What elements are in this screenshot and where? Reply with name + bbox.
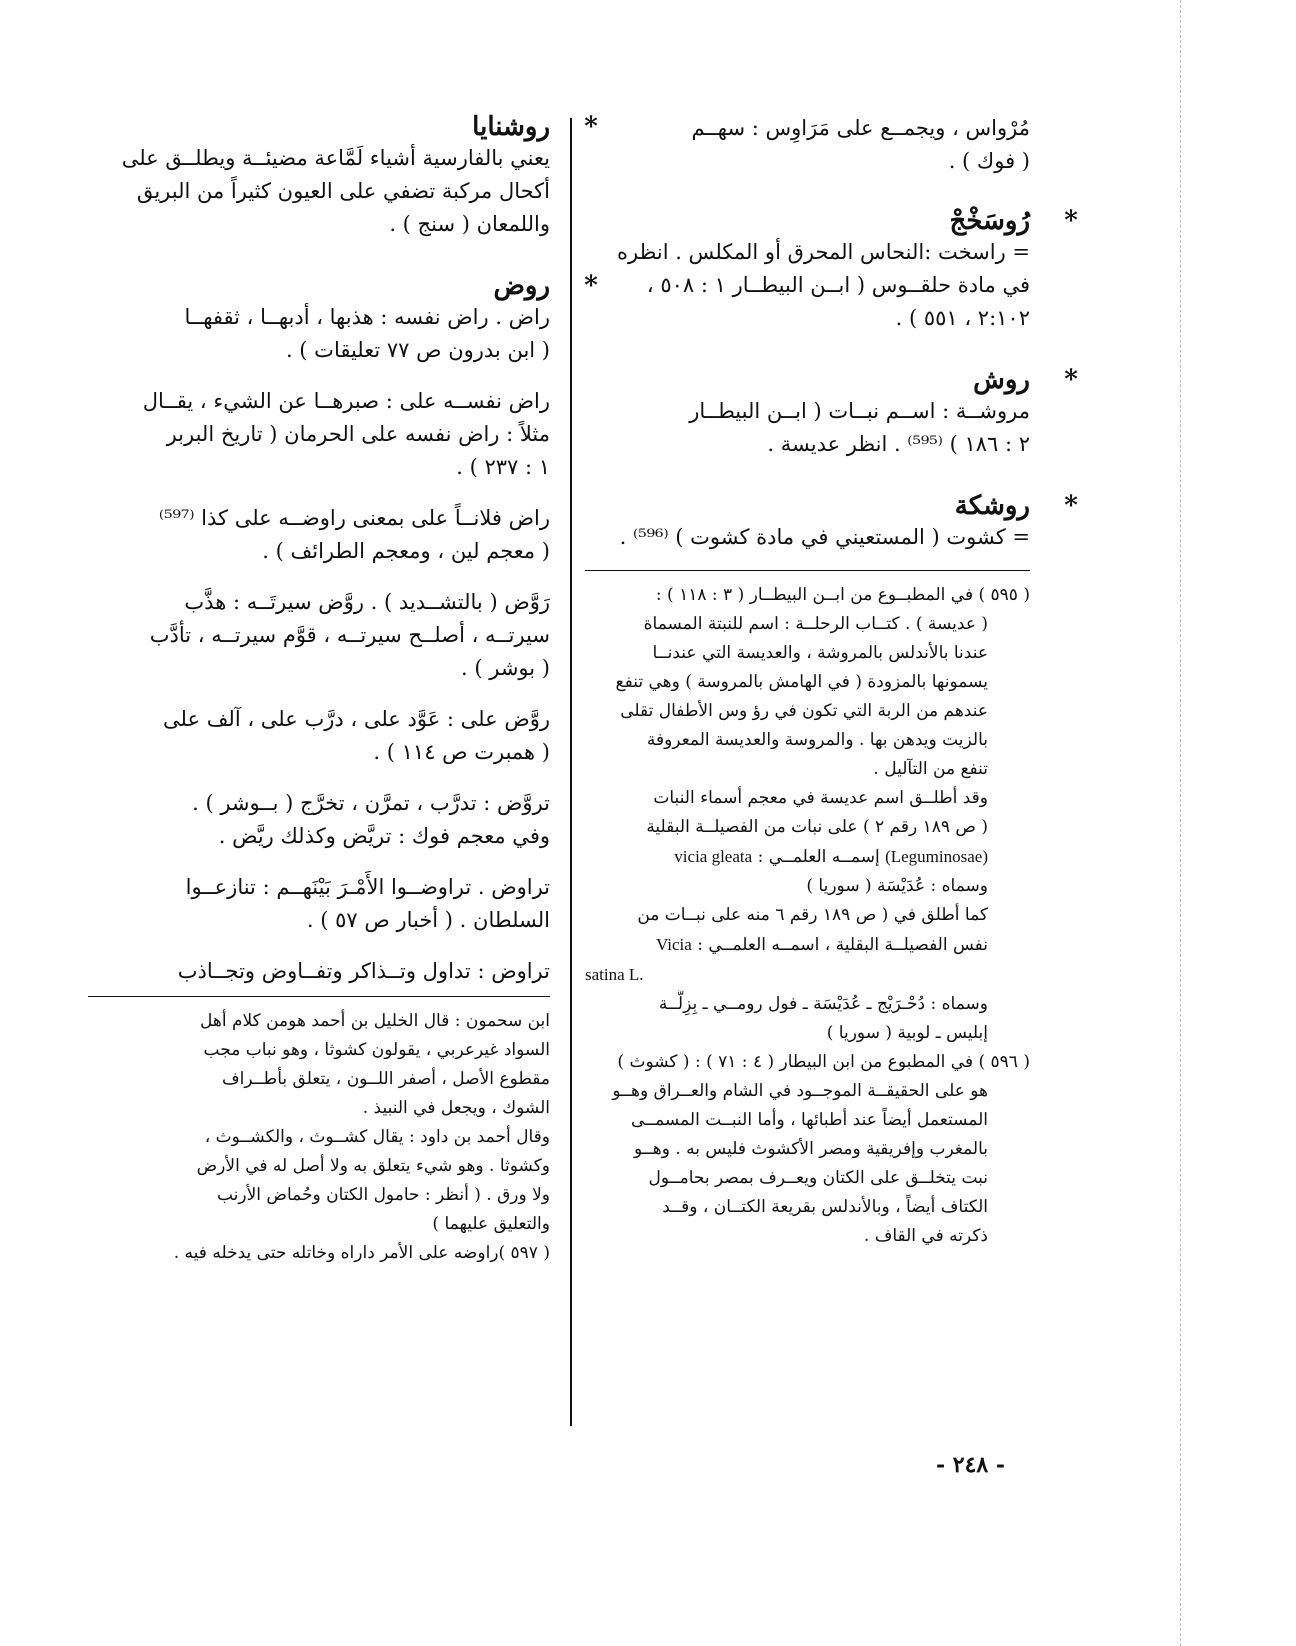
text-line: يعني بالفارسية أشياء لَمَّاعة مضيئــة ويطلــق على [121,146,550,170]
footnote-line: الكتاف أيضاً ، وبالأندلس بقريعة الكتــان ، وقــد [662,1197,988,1217]
headword: رُوسَخْجْ [949,206,1030,236]
paragraph [88,385,550,484]
page-edge [1180,0,1181,1646]
footnote-text: إسمــه العلمــي : [757,847,880,867]
text-line: ٢:١٠٢ ، ٥٥١ ) . [895,306,1030,330]
paragraph [88,787,550,853]
asterisk-icon: * [584,112,598,142]
paragraph [88,703,550,769]
footnote-line: إبليس ـ لوبية ( سوريا ) [826,1023,988,1043]
asterisk-icon: * [1064,365,1078,395]
text-line: ( معجم لين ، ومعجم الطرائف ) . [262,539,550,563]
text-line: راض نفســه على : صبرهــا عن الشيء ، يقــال [142,389,550,413]
footnote-line: بالمغرب وإفريقية ومصر الأكشوث فليس به . وهــو [634,1139,988,1159]
text-line: أكحال مركبة تضفي على العيون كثيراً من البريق [136,179,550,203]
headword: روش [973,365,1030,395]
left-column [88,112,598,1268]
footnote-line: الشوك ، ويجعل في النبيذ . [362,1098,550,1118]
latin-term: (Leguminosae) [885,847,988,866]
entry-heading [585,491,1078,521]
text-line: واللمعان ( سنج ) . [389,212,550,236]
footnote-line: كما أطلق في ( ص ١٨٩ رقم ٦ منه على نبــات من [637,905,988,925]
paragraph [88,502,550,568]
text-line: تروَّض : تدرَّب ، تمرَّن ، تخرَّج ( بــوشر ) . [192,791,550,815]
footnote-line: ( ٥٩٥ ) في المطبــوع من ابــن البيطــار ( ٣ : ١١٨ ) : [655,585,1030,605]
latin-term: Vicia [656,935,692,954]
footnote-line: وقد أطلــق اسم عديسة في معجم أسماء النبات [653,788,988,808]
latin-term: satina L. [585,965,644,984]
footnote-line: وسماه : دُحْـرَيْج ـ عُدَيْسَة ـ فول رومــي ـ بِزِلَّــة [658,994,988,1014]
footnote-line: بالزيت ويدهن بها . والمروسة والعديسة المعروفة [646,730,988,750]
headword: روض [493,271,550,301]
asterisk-icon: * [584,271,598,301]
text-line: مُرْواس ، ويجمــع على مَرَاوِس : سهــم [691,116,1030,140]
right-column [585,112,1078,1251]
text-line: تراوض . تراوضــوا الأَمْـرَ بَيْنَهــم : تنازعــوا [185,875,550,899]
footnote-text: نفس الفصيلــة البقلية ، اسمــه العلمــي : [697,935,988,955]
text-line: في مادة حلقــوس ( ابــن البيطــار ١ : ٥٠٨ ، [646,273,1030,297]
footnote-line: مقطوع الأصل ، أصفر اللــون ، يتعلق بأطــراف [222,1069,550,1089]
footnote-line: عندنا بالأندلس بالمروشة ، والعديسة التي عندنــا [652,643,988,663]
entry-heading [585,206,1078,236]
headword: روشكة [954,491,1030,521]
text-line: رَوَّض ( بالتشــديد ) . روَّض سيرتَــه : هذَّب [184,590,550,614]
asterisk-icon: * [1064,491,1078,521]
asterisk-icon: * [1064,206,1078,236]
entry-heading [88,271,598,301]
footnote-line: وقال أحمد بن داود : يقال كشــوث ، والكشــوث ، [204,1127,550,1147]
footnote-rule [88,996,550,997]
footnote-line: وسماه : عُدَيْسَة ( سوريا ) [806,876,988,896]
text-line: ( فوك ) . [948,149,1030,173]
footnote-line: نبت يتخلــق على الكتان ويعــرف بمصر بحامــول [648,1168,988,1188]
footnote-rule [585,570,1030,571]
text-line: مثلاً : راض نفسه على الحرمان ( تاريخ البربر [166,422,550,446]
footnote-597: ( ٥٩٧ )راوضه على الأمر داراه وخاتله حتى يدخله فيه . [173,1243,550,1263]
footnote-595 [585,581,1030,1048]
footnote-line: ابن سحمون : قال الخليل بن أحمد هومن كلام أهل [199,1011,550,1031]
footnote-line: عندهم من الربة التي تكون في رؤ وس الأطفال تقلى [620,701,988,721]
footnote-line [585,960,1030,990]
footnote-line: والتعليق عليهما ) [432,1214,550,1234]
footnote-line: وكشوثا . وهو شيء يتعلق به ولا أصل له في الأرض [196,1156,550,1176]
footnote-line [585,842,1030,872]
footnote-line: ( ص ١٨٩ رقم ٢ ) على نبات من الفصيلــة البقلية [646,817,988,837]
footnote-line: ولا ورق . ( أنظر : حامول الكتان وحُماض الأرنب [216,1185,550,1205]
text-line: راض . راض نفسه : هذبها ، أدبهــا ، ثقفهــا [184,305,550,329]
footnote-continuation [88,1007,550,1268]
text-line: ( بوشر ) . [461,656,550,680]
text-line: = راسخت :النحاس المحرق أو المكلس . انظره [617,240,1030,264]
text-line: وفي معجم فوك : تريَّض وكذلك ريَّض . [218,824,550,848]
text-line: = كشوت ( المستعيني في مادة كشوت ) ⁽⁵⁹⁶⁾ . [619,525,1030,549]
footnote-line: ( ٥٩٦ ) في المطبوع من ابن البيطار ( ٤ : ٧١ ) : ( كشوث ) [617,1052,1030,1072]
paragraph [88,955,550,988]
text-line: سيرتــه ، أصلــح سيرتــه ، قوَّم سيرتــه ، تأدَّب [149,623,550,647]
footnote-line: يسمونها بالمزودة ( في الهامش بالمروسة ) وهي تنفع [615,672,988,692]
footnote-line: السواد غيرعربي ، يقولون كشوثا ، وهو نباب مجب [203,1040,550,1060]
text-line: راض فلانــاً على بمعنى راوضــه على كذا ⁽⁵⁹⁷⁾ [158,506,550,530]
footnote-line: المستعمل أيضاً عند أطبائها ، وأما النبــت المسمــى [630,1110,988,1130]
text-line: ١ : ٢٣٧ ) . [456,455,550,479]
text-line: روَّض على : عَوَّد على ، درَّب على ، آلف على [163,707,550,731]
footnote-line: هو على الحقيقــة الموجــود في الشام والعــراق وهــو [612,1081,988,1101]
text-line: ( ابن بدرون ص ٧٧ تعليقات ) . [285,338,550,362]
latin-term: vicia gleata [674,847,753,866]
text-line: مروشــة : اســم نبــات ( ابــن البيطــار [689,399,1030,423]
paragraph [88,586,550,685]
footnote-line: ذكرته في القاف . [863,1226,988,1246]
page-number: - ٢٤٨ - [935,1452,1005,1478]
column-divider [570,118,572,1426]
entry-heading [88,112,598,142]
footnote-line: تنفع من التآليل . [873,759,988,779]
footnote-line: ( عديسة ) . كتــاب الرحلــة : اسم للنبتة المسماة [643,614,988,634]
text-line: ( همبرت ص ١١٤ ) . [373,740,550,764]
text-line: تراوض : تداول وتــذاكر وتفــاوض وتجــاذب [177,959,550,983]
headword: روشنايا [472,112,550,142]
entry-heading [585,365,1078,395]
footnote-line [585,930,1030,960]
text-line: السلطان . ( أخبار ص ٥٧ ) . [306,908,550,932]
text-line: ٢ : ١٨٦ ) ⁽⁵⁹⁵⁾ . انظر عديسة . [767,432,1030,456]
paragraph [88,871,550,937]
footnote-596 [585,1048,1030,1251]
